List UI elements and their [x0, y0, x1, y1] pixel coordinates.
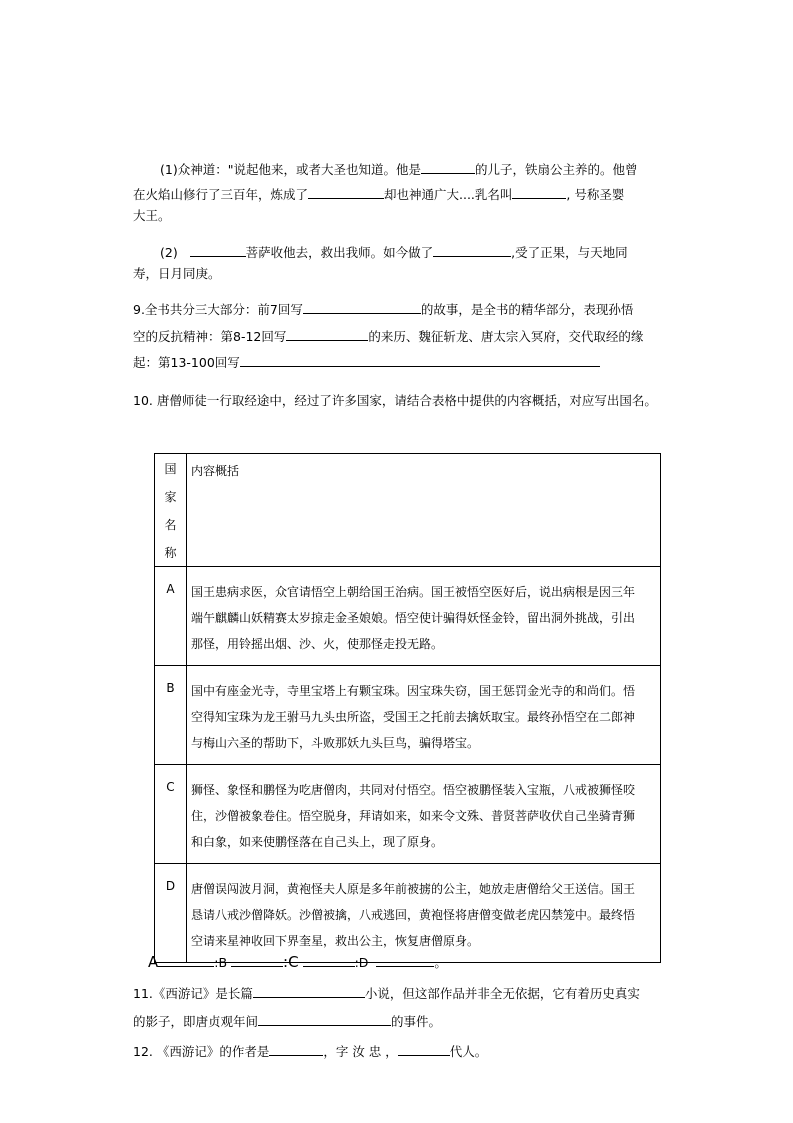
answer-blank[interactable]	[190, 243, 246, 257]
q8-2-number: (2)	[160, 245, 178, 260]
q8-1-line-1	[160, 160, 637, 179]
answer-blank[interactable]	[286, 327, 368, 341]
q9-text-e: 起：第13-100回写	[133, 355, 240, 370]
row-key: D	[165, 879, 176, 893]
q10-prompt	[133, 392, 657, 410]
answer-blank[interactable]	[231, 953, 283, 967]
header-value-label: 内容概括	[191, 464, 240, 478]
answer-blank[interactable]	[433, 243, 511, 257]
q8-1-text-b: 的儿子，铁扇公主养的。他曾	[474, 162, 638, 177]
row-line: 住，沙僧被象卷住。悟空脱身，拜请如来，如来令文殊、普贤菩萨收伏自己坐骑青狮	[191, 809, 636, 823]
answer-label-d: :D	[354, 955, 369, 970]
q9-text-c: 空的反抗精神：第8-12回写	[133, 329, 287, 344]
row-line: 国王患病求医，众官请悟空上朝给国王治病。国王被悟空医好后，说出病根是因三年	[191, 585, 636, 599]
row-line: 那怪，用铃摇出烟、沙、火，使那怪走投无路。	[191, 637, 444, 651]
row-line: 恳请八戒沙僧降妖。沙僧被擒，八戒逃回，黄袍怪将唐僧变做老虎囚禁笼中。最终悟	[191, 908, 636, 922]
row-content	[191, 765, 657, 863]
row-line: 唐僧误闯波月洞，黄袍怪夫人原是多年前被掳的公主，她放走唐僧给父王送信。国王	[191, 882, 636, 896]
q10-prompt-text: 10. 唐僧师徒一行取经途中，经过了许多国家，请结合表格中提供的内容概括，对应写出国名。	[133, 393, 657, 408]
q8-2-text-c: 寿，日月同庚。	[133, 266, 221, 281]
q9-text-a: 9.全书共分三大部分：前7回写	[133, 302, 303, 317]
row-content	[191, 567, 657, 665]
row-line: 端午麒麟山妖精赛太岁掠走金圣娘娘。悟空使计骗得妖怪金铃，留出洞外挑战，引出	[191, 611, 636, 625]
header-key-char: 名	[164, 518, 177, 532]
q12-line	[133, 1042, 487, 1061]
row-key: A	[166, 582, 175, 596]
row-key-cell	[155, 666, 187, 765]
q9-line-3	[133, 353, 600, 372]
row-key: B	[166, 681, 175, 695]
q8-2-line-1	[160, 243, 628, 262]
row-line: 空得知宝珠为龙王驸马九头虫所盗，受国王之托前去擒妖取宝。最终孙悟空在二郎神	[191, 710, 636, 724]
q9-line-1	[133, 300, 633, 319]
answer-end: 。	[434, 955, 447, 970]
row-key-cell	[155, 567, 187, 666]
q12-text-a: 12. 《西游记》的作者是	[133, 1044, 270, 1059]
answer-blank[interactable]	[158, 953, 214, 967]
table-row	[155, 567, 661, 666]
q8-2-line-2	[133, 265, 221, 283]
q11-text-b: 小说，但这部作品并非全无依据，它有着历史真实	[364, 986, 640, 1001]
q12-text-c: 代人。	[449, 1044, 488, 1059]
answer-blank[interactable]	[303, 953, 355, 967]
answer-blank[interactable]	[253, 984, 365, 998]
q9-text-d: 的来历、魏征斩龙、唐太宗入冥府，交代取经的缘	[368, 329, 644, 344]
answer-blank[interactable]	[421, 160, 475, 174]
row-key: C	[166, 780, 175, 794]
q11-line-2	[133, 1012, 441, 1031]
q8-1-text-f: 大王。	[133, 208, 171, 223]
answer-blank[interactable]	[303, 300, 421, 314]
q8-1-line-2	[133, 185, 624, 204]
answer-blank[interactable]	[512, 185, 566, 199]
row-line: 空请来星神收回下界奎星，救出公主，恢复唐僧原身。	[191, 934, 480, 948]
answer-label-c: :C	[283, 953, 299, 971]
row-key-cell	[155, 864, 187, 963]
row-key-cell	[155, 765, 187, 864]
row-content-cell	[187, 864, 661, 963]
country-table	[154, 453, 661, 963]
answer-label-a: A	[148, 953, 159, 971]
q9-line-2	[133, 327, 643, 346]
answer-blank[interactable]	[258, 1012, 391, 1026]
answer-blank[interactable]	[269, 1042, 323, 1056]
answer-label-b: :B	[214, 955, 228, 970]
header-key-char: 称	[164, 546, 177, 560]
row-content	[191, 864, 657, 962]
q12-text-b: ，字 汝 忠 ，	[323, 1044, 398, 1059]
header-key-char: 家	[164, 490, 177, 504]
header-key-cell	[155, 454, 187, 567]
q8-2-text-b: ,受了正果，与天地同	[511, 245, 628, 260]
row-line: 和白象，如来使鹏怪落在自己头上，现了原身。	[191, 835, 444, 849]
table-header-row	[155, 454, 661, 567]
q11-line-1	[133, 984, 640, 1003]
answer-blank[interactable]	[398, 1042, 450, 1056]
q11-text-d: 的事件。	[391, 1014, 442, 1029]
q8-1-text-e: , 号称圣婴	[566, 187, 625, 202]
q8-1-line-3	[133, 207, 171, 225]
row-content	[191, 666, 657, 764]
q8-1-text-d: 却也神通广大....乳名叫	[384, 187, 513, 202]
row-content-cell	[187, 666, 661, 765]
table-row	[155, 666, 661, 765]
header-key-char: 国	[164, 462, 177, 476]
table-row	[155, 864, 661, 963]
answer-blank[interactable]	[240, 353, 600, 367]
q8-2-text-a: 菩萨收他去，救出我师。如今做了	[245, 245, 434, 260]
table-row	[155, 765, 661, 864]
q11-text-c: 的影子，即唐贞观年间	[133, 1014, 259, 1029]
header-value-cell	[187, 454, 661, 567]
row-line: 国中有座金光寺，寺里宝塔上有颗宝珠。因宝珠失窃，国王惩罚金光寺的和尚们。悟	[191, 684, 636, 698]
q9-text-b: 的故事，是全书的精华部分，表现孙悟	[420, 302, 634, 317]
q8-1-text-c: 在火焰山修行了三百年，炼成了	[133, 187, 309, 202]
row-content-cell	[187, 567, 661, 666]
q11-text-a: 11.《西游记》是长篇	[133, 986, 253, 1001]
answer-blank[interactable]	[376, 953, 434, 967]
row-content-cell	[187, 765, 661, 864]
row-line: 狮怪、象怪和鹏怪为吃唐僧肉，共同对付悟空。悟空被鹏怪装入宝瓶，八戒被狮怪咬	[191, 783, 636, 797]
q10-answer-line	[148, 953, 447, 972]
row-line: 与梅山六圣的帮助下，斗败那妖九头巨鸟，骗得塔宝。	[191, 736, 480, 750]
q8-1-text-a: (1)众神道："说起他来，或者大圣也知道。他是	[160, 162, 421, 177]
answer-blank[interactable]	[308, 185, 384, 199]
